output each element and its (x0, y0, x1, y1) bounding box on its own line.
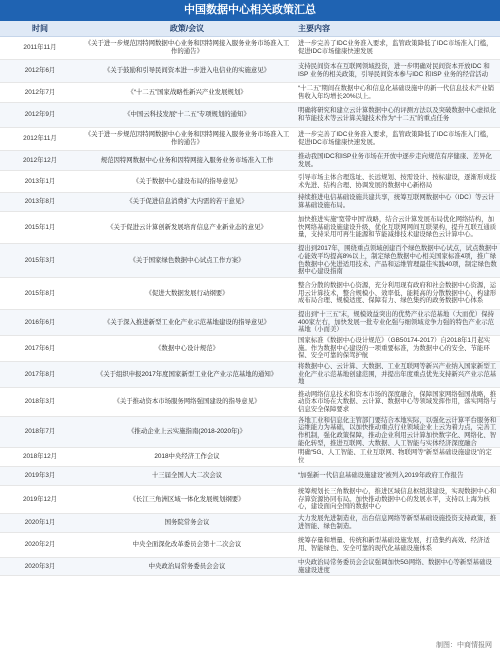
table-row (0, 336, 500, 362)
row-time: 2013年1月 (24, 177, 56, 185)
row-policy: 《关于进一步规范因特网数据中心业务和因特网接入服务业务市场准入工作的通告》 (84, 40, 290, 55)
row-policy: 规范因特网数据中心业务和因特网接入服务业务市场准入工作 (100, 156, 274, 164)
row-content: 引导市场主体合理选址、长远规划、按需设计、按标建设，逐渐形成技术先进、结构合理、协调发展的数据中心新格局 (298, 173, 497, 189)
row-content: 持续推进电信基础设施共建共享，统筹互联网数据中心（IDC）等云计算基础设施布局。 (298, 194, 495, 209)
table-row (0, 417, 500, 448)
row-policy: 《关于鼓励和引导民间资本进一步进入电信业的实施意见》 (103, 67, 271, 75)
table-row (0, 60, 500, 83)
row-content: “加强新一代信息基础设施建设”被列入2019年政府工作报告 (298, 472, 464, 480)
table-row (0, 533, 500, 558)
table-row (0, 83, 500, 103)
row-content: 提出到“十三五”末，规模效益突出的优势产业示范基地（大而优）保持400家左右，加快发展一批专业化强与细领域竞争力强的特色产业示范基地（小而美） (298, 311, 494, 334)
row-time: 2013年8月 (24, 198, 56, 206)
table-row (0, 244, 500, 278)
table-row (0, 103, 500, 128)
table-row (0, 37, 500, 60)
row-policy: 《关于组织申报2017年度国家新型工业化产业示范基地的通知》 (96, 370, 278, 378)
row-policy: 2018中央经济工作会议 (154, 453, 220, 461)
table-row (0, 514, 500, 533)
row-policy: 《关于数据中心建设布局的指导意见》 (132, 177, 242, 185)
column-header-content: 主要内容 (298, 24, 330, 33)
row-policy: 《关于深入推进新型工业化产业示范基地建设的指导意见》 (103, 318, 271, 326)
row-content: 国家标准《数据中心设计规范》（GB50174-2017）自2018年1月起实施。作为数据中心建设的一项重要标准，为数据中心的安全、节能环保、安全可靠的保驾护航 (298, 337, 491, 360)
row-time: 2018年12月 (22, 453, 58, 461)
row-time: 2015年1月 (24, 223, 56, 231)
row-policy: 中央全面深化改革委员会第十二次会议 (132, 541, 242, 549)
row-content: 进一步完善了IDC业务准入要求，监管政策降低了IDC市场准入门槛，促进IDC市场健康快速发展。 (298, 131, 493, 146)
row-content: 支持民间资本在互联网领域投资，进一步明确对民间资本开放IDC 和ISP 业务的相关政策，引导民间资本参与IDC 和ISP 业务的经营活动 (298, 63, 490, 78)
row-content: 推动我国IDC和ISP业务市场在开放中逐步走向规范有序健康、差异化发展。 (298, 152, 492, 168)
row-policy: 《关于促进云计算创新发展培育信息产业新业态的意见》 (107, 223, 267, 231)
row-policy: 《促进大数据发展行动纲要》 (145, 289, 229, 297)
row-policy: 十三届全国人大二次会议 (151, 472, 223, 480)
table-row (0, 128, 500, 151)
table-row (0, 467, 500, 486)
column-header-time: 时间 (32, 24, 48, 33)
source-credit: 制图：中商情报网 (436, 642, 492, 649)
row-content: 加快推进实施“宽带中国”战略，结合云计算发展布局优化网络结构，加快网络基础设施建设升级，优化互联网网间互联架构，提升互联互通质量，支持采用可再生能源和节能减排技术建设绿色云计算中心。 (298, 216, 497, 239)
row-policy: 中央政治局常务委员会会议 (148, 562, 226, 570)
row-policy: 《关于推动资本市场服务网络强国建设的指导意见》 (113, 398, 261, 406)
row-time: 2011年11月 (23, 44, 57, 52)
table-row (0, 558, 500, 576)
row-time: 2012年7月 (24, 88, 56, 96)
row-time: 2012年12月 (22, 156, 58, 164)
row-content: 统筹规划长三角数据中心，推进区域信息枢纽港建设，实现数据中心和存算资源协同布局。加快推动数据中心的发展水平，支持以上海为核心，建设面向全国的数据中心 (298, 488, 497, 511)
row-time: 2017年6月 (24, 344, 56, 352)
row-content: 推动网络信息技术和资本市场的深度融合，保障国家网络强国战略，推动资本市场在大数据、云计算、数据中心等领域发挥作用，落实网络与信息安全保障要求 (298, 390, 497, 413)
row-time: 2012年11月 (23, 135, 57, 143)
row-time: 2017年8月 (24, 370, 56, 378)
row-time: 2020年3月 (24, 562, 56, 570)
row-time: 2020年1月 (24, 519, 56, 527)
table-row (0, 388, 500, 417)
row-content: 明确将研究和建立云计算数据中心的评测方法以及突破数据中心虚拟化和节能技术等云计算关键技术作为“十二五”的重点任务 (298, 107, 497, 122)
table-row (0, 362, 500, 388)
row-policy: 《“十二五”国家战略性新兴产业发展规划》 (127, 88, 247, 96)
row-policy: 《中国云科技发展“十二五”专项规划的通知》 (124, 111, 250, 119)
table-row (0, 278, 500, 310)
row-content: 统筹存量和增量、传统和新型基础设施发展，打造集约高效、经济适用、智能绿色、安全可靠的现代化基础设施体系 (298, 537, 490, 552)
row-content: 中央政治局常务委员会会议强调加快5G网络、数据中心等新型基础设施建设进度 (298, 558, 492, 574)
table-header (0, 21, 500, 37)
row-content: 大力发展先进制造业，出台信息网络等新型基础设施投资支持政策，推进智能、绿色制造。 (298, 515, 497, 530)
table-row (0, 193, 500, 212)
row-policy: 国务院常务会议 (164, 519, 210, 527)
row-policy: 《关于国家绿色数据中心试点工作方案》 (129, 256, 245, 264)
row-content: 明确“5G、人工智能、工业互联网、物联网等“新型基础设施建设”的定位 (298, 449, 492, 464)
table-row (0, 212, 500, 244)
row-content: 各地工业和信息化主管部门要结合本地实际，以强化云计算平台服务和运维能力为基础，以加快推动重点行业领域企业上云为着力点，完善工作机制，强化政策保障，推动企业利用云计算加快数字化、网络化、智能化转型，推进互联网、大数据、人工智能与实体经济深度融合 (298, 416, 497, 447)
table-row (0, 310, 500, 336)
row-content: 将数据中心、云计算、大数据、工业互联网等新兴产业纳入国家新型工业化产业示范基地创建范围，并提出年度重点优先支持新兴产业示范基地 (298, 363, 497, 386)
row-policy: 《长江三角洲区域一体化发展规划纲要》 (129, 495, 245, 503)
row-time: 2018年7月 (24, 428, 56, 436)
table-row (0, 486, 500, 514)
row-time: 2018年3月 (24, 398, 56, 406)
row-time: 2019年12月 (22, 495, 58, 503)
document-title: 中国数据中心相关政策汇总 (0, 0, 500, 21)
table-row (0, 151, 500, 171)
row-time: 2020年2月 (24, 541, 56, 549)
row-policy: 《关于进一步规范因特网数据中心业务和因特网接入服务业务市场准入工作的通告》 (84, 131, 290, 146)
column-header-policy: 政策/会议 (169, 24, 205, 33)
row-content: 提出到2017年，围绕重点领域创建百个绿色数据中心试点，试点数据中心能效平均提高8%以上，制定绿色数据中心相关国家标准4项，推广绿色数据中心先进适用技术、产品和运维管理最佳实践40项，制定绿色数据中心建设指南 (298, 245, 498, 276)
row-content: “十二五”期间在数据中心和信息化基础设施中的新一代信息技术产业销售收入年均增长20%以上。 (298, 84, 494, 100)
policy-table-body (0, 37, 500, 576)
row-time: 2016年6月 (24, 318, 56, 326)
row-content: 整合分散的数据中心资源，充分利用现有政府和社会数据中心资源，运用云计算技术，整合规模小、效率低、能耗高的分散数据中心，构建形成布局合理、规模适度、保障有力、绿色集约的政务数据中心体系 (298, 282, 497, 305)
row-policy: 《推动企业上云实施指南(2018-2020年)》 (128, 428, 246, 436)
row-time: 2019年3月 (24, 472, 56, 480)
row-time: 2012年9月 (24, 111, 56, 119)
row-time: 2015年3月 (24, 256, 56, 264)
row-time: 2015年8月 (24, 289, 56, 297)
row-content: 进一步完善了IDC业务准入要求，监管政策降低了IDC市场准入门槛，促进IDC市场健康快速发展 (298, 40, 493, 55)
row-policy: 《关于促进信息消费扩大内需的若干意见》 (126, 198, 248, 206)
row-time: 2012年6月 (24, 67, 56, 75)
row-policy: 《数据中心设计规范》 (155, 344, 219, 352)
table-row (0, 448, 500, 467)
table-row (0, 171, 500, 193)
